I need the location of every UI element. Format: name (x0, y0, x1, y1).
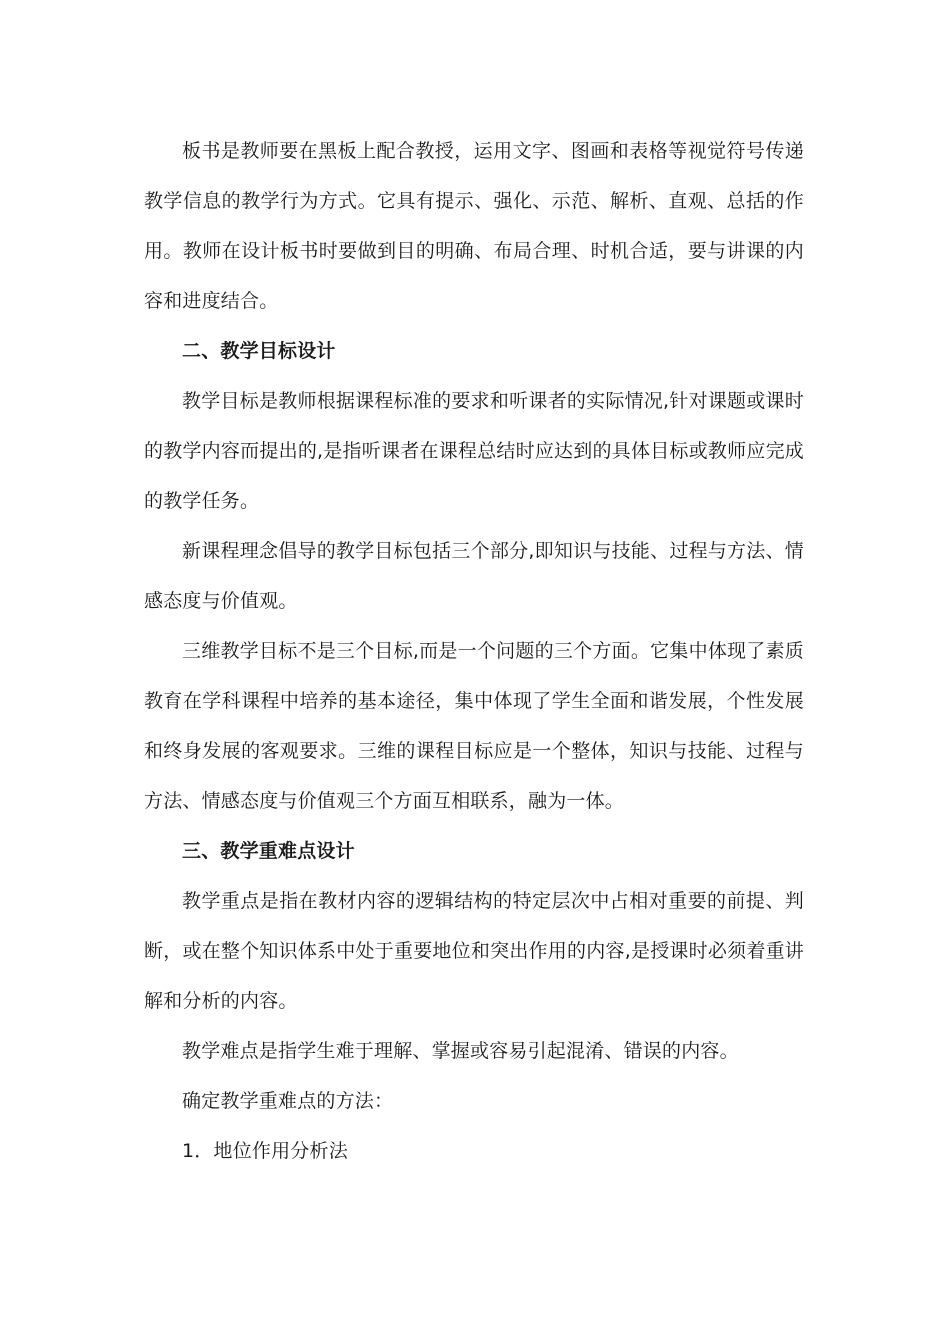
paragraph-three-dimensions: 三维教学目标不是三个目标,而是一个问题的三个方面。它集中体现了素质教育在学科课程中培养的基本途径，集中体现了学生全面和谐发展，个性发展和终身发展的客观要求。三维的课程目标应是一个整体，知识与技能、过程与方法、情感态度与价值观三个方面互相联系，融为一体。 (144, 640, 804, 812)
section-heading-key-difficult-points: 三、教学重难点设计 (182, 840, 355, 862)
list-item-method-1: 1．地位作用分析法 (182, 1140, 348, 1162)
paragraph-three-parts: 新课程理念倡导的教学目标包括三个部分,即知识与技能、过程与方法、情感态度与价值观。 (144, 540, 804, 612)
paragraph-blackboard-writing: 板书是教师要在黑板上配合教授，运用文字、图画和表格等视觉符号传递教学信息的教学行为方式。它具有提示、强化、示范、解析、直观、总括的作用。教师在设计板书时要做到目的明确、布局合理、时机合适，要与讲课的内容和进度结合。 (144, 140, 804, 312)
paragraph-key-points: 教学重点是指在教材内容的逻辑结构的特定层次中占相对重要的前提、判断，或在整个知识体系中处于重要地位和突出作用的内容,是授课时必须着重讲解和分析的内容。 (144, 890, 804, 1012)
paragraph-objectives-definition: 教学目标是教师根据课程标准的要求和听课者的实际情况,针对课题或课时的教学内容而提出的,是指听课者在课程总结时应达到的具体目标或教师应完成的教学任务。 (144, 390, 804, 512)
document-body (144, 126, 804, 1176)
paragraph-difficult-points: 教学难点是指学生难于理解、掌握或容易引起混淆、错误的内容。 (182, 1040, 739, 1062)
section-heading-teaching-objectives: 二、教学目标设计 (182, 340, 336, 362)
paragraph-methods-intro: 确定教学重难点的方法： (182, 1090, 394, 1112)
